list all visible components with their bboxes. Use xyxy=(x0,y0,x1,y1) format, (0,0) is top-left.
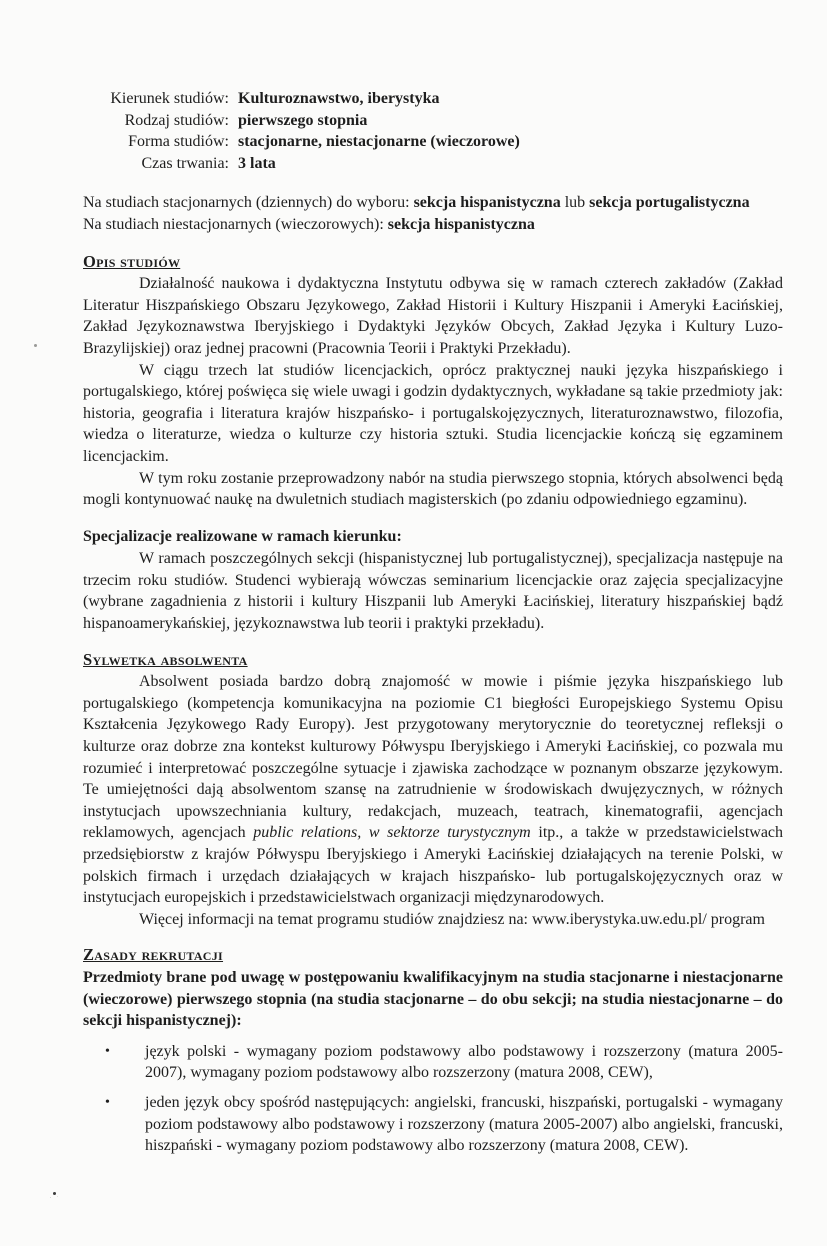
sylwetka-paragraph xyxy=(83,671,783,909)
website-url-text: program xyxy=(706,910,765,928)
opis-paragraph-1: Działalność naukowa i dydaktyczna Instytutu odbywa się w ramach czterech zakładów (Zakład Literatur Hiszpańskiego Obszaru Językowego, Zakład Historii i Kultury Hiszpanii i Ameryki Łacińskiej, Zakład Językoznawstwa Iberyjskiego i Dydaktyki Języków Obcych, Zakład Języka i Kultury Luzo-Brazylijskiej) oraz jednej pracowni (Pracownia Teorii i Praktyki Przekładu). xyxy=(83,275,783,357)
specjalizacje-paragraph: W ramach poszczególnych sekcji (hispanistycznej lub portugalistycznej), specjalizacja następuje na trzecim roku studiów. Studenci wybierają wówczas seminarium licencjackie oraz zajęcia specjalizacyjne (wybrane zagadnienia z historii i kultury Hiszpanii lub Ameryki Łacińskiej, literatury hiszpańskiej bądź hispanoamerykańskiej, językoznawstwa lub teorii i praktyki przekładu). xyxy=(83,550,783,633)
section-name-portugalistyczna: sekcja portugalistyczna xyxy=(589,194,750,212)
meta-label: Czas trwania: xyxy=(141,154,229,172)
choice-line-stacjonarne xyxy=(83,192,783,214)
meta-label: Rodzaj studiów: xyxy=(124,111,229,129)
sylwetka-text: Absolwent posiada bardzo dobrą znajomość w mowie i piśmie języka hiszpańskiego lub portugalskiego (kompetencja komunikacyjna na poziomie C1 biegłości Europejskiego Systemu Opisu Kształcenia Językowego Rady Europy). Jest przygotowany merytorycznie do teoretycznej refleksji o kulturze oraz dobrze zna kontekst kulturowy Półwyspu Iberyjskiego i Ameryki Łacińskiej, co pozwala mu rozumieć i interpretować poszczególne sytuacje i zjawiska zachodzące w poznanym obszarze językowym. Te umiejętności dają absolwentom szansę na zatrudnienie w środowiskach dwujęzycznych, w różnych instytucjach upowszechniania kultury, redakcjach, muzeach, teatrach, kinematografii, agencjach reklamowych, agencjach xyxy=(83,673,783,842)
choice-text: Na studiach stacjonarnych (dziennych) do wyboru: xyxy=(83,194,414,212)
bullet-text-jezyk-obcy: jeden język obcy spośród następujących: angielski, francuski, hiszpański, portugalski - wymagany poziom podstawowy albo podstawowy i rozszerzony (matura 2005-2007) albo angielski, francuski, hiszpański - wymagany poziom podstawowy albo rozszerzony (matura 2008, CEW). xyxy=(145,1093,783,1155)
more-info-text: Więcej informacji na temat programu studiów znajdziesz na: xyxy=(139,910,532,928)
meta-row-kierunek xyxy=(83,88,783,110)
sylwetka-text: itp., a także w przedstawicielstwach przedsiębiorstw z krajów Półwyspu Iberyjskiego i Ameryki Łacińskiej działających na terenie Polski, w polskich firmach i urzędach działających w krajach hiszpańsko- lub portugalskojęzycznych oraz w instytucjach europejskich i przedstawicielstwach organizacji międzynarodowych. xyxy=(83,824,784,907)
heading-opis-studiow: Opis studiów xyxy=(83,251,181,271)
more-info-paragraph xyxy=(83,909,783,931)
heading-specjalizacje: Specjalizacje realizowane w ramach kierunku: xyxy=(83,527,402,545)
meta-row-czas xyxy=(83,153,783,175)
sylwetka-italic-phrase: public relations, w sektorze turystycznym xyxy=(253,824,531,842)
bullet-icon: • xyxy=(105,1094,110,1110)
website-url-text: www.iberystyka.uw.edu.pl/ xyxy=(531,910,707,928)
opis-paragraph-3: W tym roku zostanie przeprowadzony nabór na studia pierwszego stopnia, których absolwenci będą mogli kontynuować naukę na dwuletnich studiach magisterskich (po zdaniu odpowiedniego egzaminu). xyxy=(83,469,783,509)
scan-speck xyxy=(34,344,37,347)
meta-label: Forma studiów: xyxy=(128,133,229,151)
list-item xyxy=(83,1041,783,1084)
meta-value: 3 lata xyxy=(238,154,276,172)
list-item xyxy=(83,1092,783,1157)
section-name-hispanistyczna: sekcja hispanistyczna xyxy=(413,194,561,212)
meta-label: Kierunek studiów: xyxy=(110,90,229,107)
recruitment-subjects-list xyxy=(83,1041,783,1157)
scan-speck xyxy=(53,1192,56,1195)
zasady-intro-paragraph: Przedmioty brane pod uwagę w postępowaniu kwalifikacyjnym na studia stacjonarne i niestacjonarne (wieczorowe) pierwszego stopnia (na studia stacjonarne – do obu sekcji; na studia niestacjonarne – do sekcji hispanistycznej): xyxy=(83,968,783,1030)
meta-value: stacjonarne, niestacjonarne (wieczorowe) xyxy=(238,133,520,151)
bullet-text-jezyk-polski: język polski - wymagany poziom podstawowy albo podstawowy i rozszerzony (matura 2005-2007), wymagany poziom podstawowy albo rozszerzony (matura 2008, CEW), xyxy=(145,1042,783,1082)
choice-line-niestacjonarne xyxy=(83,214,783,236)
meta-row-rodzaj xyxy=(83,110,783,132)
section-choice-block xyxy=(83,192,783,235)
choice-text: lub xyxy=(560,194,590,212)
section-name-hispanistyczna: sekcja hispanistyczna xyxy=(387,215,535,233)
meta-value: pierwszego stopnia xyxy=(238,111,368,129)
metadata-block xyxy=(83,88,783,174)
meta-value: Kulturoznawstwo, iberystyka xyxy=(238,90,440,107)
heading-zasady-rekrutacji: Zasady rekrutacji xyxy=(83,945,224,965)
heading-sylwetka-absolwenta: Sylwetka absolwenta xyxy=(83,649,248,669)
choice-text: Na studiach niestacjonarnych (wieczorowych): xyxy=(83,215,388,233)
bullet-icon: • xyxy=(105,1043,110,1059)
meta-row-forma xyxy=(83,131,783,153)
opis-paragraph-2: W ciągu trzech lat studiów licencjackich, oprócz praktycznej nauki języka hiszpańskiego i portugalskiego, której poświęca się wiele uwagi i godzin dydaktycznych, wykładane są takie przedmioty jak: historia, geografia i literatura krajów hiszpańsko- i portugalskojęzycznych, literaturoznawstwo, filozofia, wiedza o literaturze, wiedza o kulturze czy historia sztuki. Studia licencjackie kończą się egzaminem licencjackim. xyxy=(83,361,783,465)
